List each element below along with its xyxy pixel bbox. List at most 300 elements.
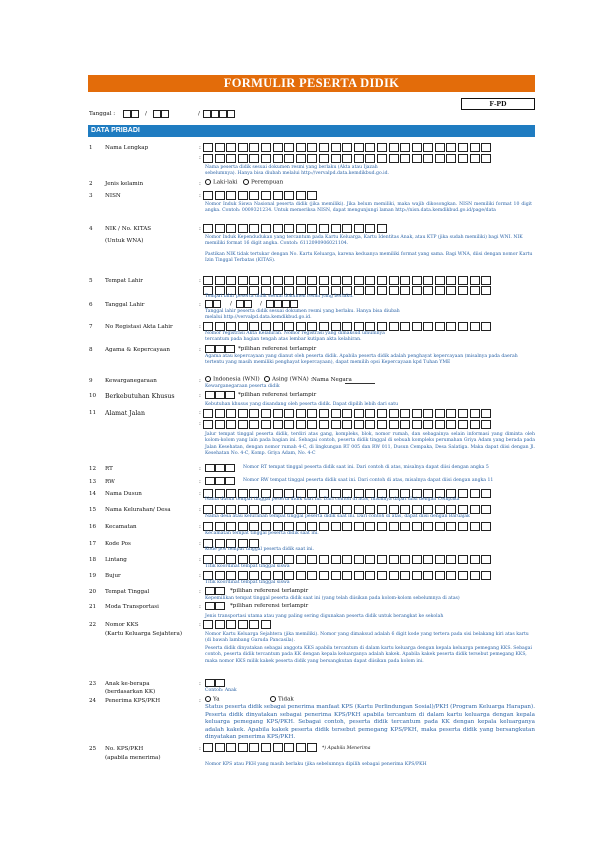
input-box[interactable] [412, 143, 422, 152]
input-box[interactable] [238, 322, 248, 331]
input-box[interactable] [400, 522, 410, 531]
input-box[interactable] [249, 555, 259, 564]
input-box[interactable] [307, 322, 317, 331]
input-box[interactable] [307, 743, 317, 752]
input-box[interactable] [423, 555, 433, 564]
input-box[interactable] [481, 286, 491, 295]
input-box[interactable] [225, 464, 235, 472]
input-box[interactable] [319, 143, 329, 152]
input-box[interactable] [215, 420, 225, 429]
input-box[interactable] [377, 409, 387, 418]
input-box[interactable] [284, 571, 294, 580]
input-box[interactable] [261, 154, 271, 163]
input-box[interactable] [238, 409, 248, 418]
input-box[interactable] [215, 587, 225, 595]
input-box[interactable] [354, 555, 364, 564]
input-box[interactable] [161, 110, 169, 118]
input-box[interactable] [153, 110, 161, 118]
input-box[interactable] [203, 409, 213, 418]
input-box[interactable] [319, 555, 329, 564]
input-box[interactable] [290, 300, 298, 308]
input-box[interactable] [412, 154, 422, 163]
input-box[interactable] [215, 409, 225, 418]
tgl-lahir-day[interactable] [205, 300, 221, 308]
input-box[interactable] [365, 522, 375, 531]
input-box[interactable] [365, 286, 375, 295]
input-box[interactable] [481, 522, 491, 531]
input-box[interactable] [226, 522, 236, 531]
input-box[interactable] [203, 191, 213, 200]
input-box[interactable] [342, 555, 352, 564]
input-box[interactable] [226, 143, 236, 152]
input-box[interactable] [205, 602, 215, 610]
input-box[interactable] [296, 505, 306, 514]
input-box[interactable] [389, 286, 399, 295]
input-box[interactable] [400, 571, 410, 580]
input-box[interactable] [284, 409, 294, 418]
input-box[interactable] [319, 224, 329, 233]
input-box[interactable] [400, 276, 410, 285]
input-box[interactable] [446, 409, 456, 418]
input-box[interactable] [481, 409, 491, 418]
input-box[interactable] [249, 505, 259, 514]
tempat-lahir-input-1[interactable] [203, 276, 493, 285]
input-box[interactable] [446, 420, 456, 429]
input-box[interactable] [226, 555, 236, 564]
input-box[interactable] [215, 276, 225, 285]
input-box[interactable] [435, 522, 445, 531]
input-box[interactable] [458, 276, 468, 285]
input-box[interactable] [273, 555, 283, 564]
input-box[interactable] [319, 322, 329, 331]
input-box[interactable] [400, 154, 410, 163]
input-box[interactable] [215, 143, 225, 152]
radio-wna[interactable] [264, 376, 312, 383]
input-box[interactable] [446, 522, 456, 531]
input-box[interactable] [219, 110, 227, 118]
input-box[interactable] [435, 555, 445, 564]
input-box[interactable] [319, 505, 329, 514]
input-box[interactable] [249, 522, 259, 531]
input-box[interactable] [354, 143, 364, 152]
input-box[interactable] [377, 420, 387, 429]
input-box[interactable] [342, 154, 352, 163]
input-box[interactable] [412, 522, 422, 531]
input-box[interactable] [365, 224, 375, 233]
input-box[interactable] [446, 505, 456, 514]
input-box[interactable] [226, 224, 236, 233]
input-box[interactable] [412, 555, 422, 564]
tempat-tinggal-input[interactable] [205, 587, 225, 595]
input-box[interactable] [266, 300, 274, 308]
input-box[interactable] [307, 555, 317, 564]
input-box[interactable] [470, 276, 480, 285]
input-box[interactable] [273, 143, 283, 152]
input-box[interactable] [215, 154, 225, 163]
input-box[interactable] [273, 276, 283, 285]
input-box[interactable] [481, 276, 491, 285]
input-box[interactable] [203, 505, 213, 514]
input-box[interactable] [307, 154, 317, 163]
input-box[interactable] [342, 505, 352, 514]
input-box[interactable] [423, 409, 433, 418]
input-box[interactable] [249, 420, 259, 429]
input-box[interactable] [238, 571, 248, 580]
input-box[interactable] [354, 154, 364, 163]
input-box[interactable] [481, 143, 491, 152]
input-box[interactable] [319, 409, 329, 418]
input-box[interactable] [123, 110, 131, 118]
input-box[interactable] [273, 743, 283, 752]
input-box[interactable] [284, 522, 294, 531]
input-box[interactable] [273, 154, 283, 163]
input-box[interactable] [307, 505, 317, 514]
input-box[interactable] [284, 743, 294, 752]
input-box[interactable] [227, 110, 235, 118]
input-box[interactable] [226, 409, 236, 418]
input-box[interactable] [226, 191, 236, 200]
input-box[interactable] [205, 464, 215, 472]
input-box[interactable] [131, 110, 139, 118]
input-box[interactable] [470, 286, 480, 295]
input-box[interactable] [423, 286, 433, 295]
berkebutuhan-input[interactable] [205, 391, 235, 399]
date-year-boxes[interactable] [203, 110, 235, 118]
input-box[interactable] [273, 571, 283, 580]
lintang-input[interactable] [203, 555, 493, 564]
input-box[interactable] [296, 420, 306, 429]
input-box[interactable] [215, 505, 225, 514]
input-box[interactable] [446, 154, 456, 163]
input-box[interactable] [354, 420, 364, 429]
input-box[interactable] [458, 286, 468, 295]
input-box[interactable] [226, 505, 236, 514]
input-box[interactable] [215, 522, 225, 531]
input-box[interactable] [365, 322, 375, 331]
input-box[interactable] [284, 224, 294, 233]
input-box[interactable] [342, 276, 352, 285]
input-box[interactable] [226, 154, 236, 163]
input-box[interactable] [261, 191, 271, 200]
nisn-input[interactable] [203, 191, 319, 200]
input-box[interactable] [470, 409, 480, 418]
input-box[interactable] [319, 420, 329, 429]
kecamatan-input[interactable] [203, 522, 493, 531]
input-box[interactable] [342, 224, 352, 233]
kelurahan-input[interactable] [203, 505, 493, 514]
input-box[interactable] [284, 420, 294, 429]
input-box[interactable] [342, 571, 352, 580]
input-box[interactable] [238, 154, 248, 163]
input-box[interactable] [238, 620, 248, 629]
input-box[interactable] [284, 322, 294, 331]
input-box[interactable] [481, 420, 491, 429]
input-box[interactable] [296, 154, 306, 163]
nik-input[interactable] [203, 224, 389, 233]
input-box[interactable] [261, 276, 271, 285]
input-box[interactable] [365, 555, 375, 564]
input-box[interactable] [435, 322, 445, 331]
input-box[interactable] [354, 276, 364, 285]
input-box[interactable] [215, 620, 225, 629]
input-box[interactable] [238, 143, 248, 152]
radio-wni[interactable] [205, 376, 260, 383]
input-box[interactable] [423, 505, 433, 514]
input-box[interactable] [435, 143, 445, 152]
input-box[interactable] [296, 322, 306, 331]
input-box[interactable] [225, 345, 235, 353]
input-box[interactable] [331, 555, 341, 564]
input-box[interactable] [261, 571, 271, 580]
input-box[interactable] [377, 322, 387, 331]
input-box[interactable] [377, 505, 387, 514]
input-box[interactable] [205, 477, 215, 485]
input-box[interactable] [296, 191, 306, 200]
input-box[interactable] [377, 286, 387, 295]
input-box[interactable] [331, 143, 341, 152]
input-box[interactable] [203, 522, 213, 531]
input-box[interactable] [446, 322, 456, 331]
input-box[interactable] [377, 555, 387, 564]
input-box[interactable] [261, 224, 271, 233]
input-box[interactable] [354, 522, 364, 531]
input-box[interactable] [389, 420, 399, 429]
input-box[interactable] [435, 420, 445, 429]
input-box[interactable] [296, 276, 306, 285]
input-box[interactable] [296, 571, 306, 580]
input-box[interactable] [423, 154, 433, 163]
input-box[interactable] [238, 224, 248, 233]
input-box[interactable] [215, 743, 225, 752]
input-box[interactable] [203, 555, 213, 564]
transportasi-input[interactable] [205, 602, 225, 610]
input-box[interactable] [423, 276, 433, 285]
input-box[interactable] [273, 420, 283, 429]
input-box[interactable] [412, 276, 422, 285]
input-box[interactable] [400, 409, 410, 418]
input-box[interactable] [211, 110, 219, 118]
input-box[interactable] [226, 276, 236, 285]
input-box[interactable] [481, 555, 491, 564]
input-box[interactable] [296, 522, 306, 531]
input-box[interactable] [249, 154, 259, 163]
input-box[interactable] [412, 409, 422, 418]
input-box[interactable] [458, 522, 468, 531]
input-box[interactable] [226, 420, 236, 429]
input-box[interactable] [331, 571, 341, 580]
input-box[interactable] [236, 300, 244, 308]
input-box[interactable] [470, 505, 480, 514]
input-box[interactable] [389, 505, 399, 514]
input-box[interactable] [307, 571, 317, 580]
input-box[interactable] [203, 276, 213, 285]
input-box[interactable] [365, 276, 375, 285]
input-box[interactable] [284, 555, 294, 564]
input-box[interactable] [470, 571, 480, 580]
input-box[interactable] [470, 489, 480, 498]
input-box[interactable] [261, 555, 271, 564]
input-box[interactable] [282, 300, 290, 308]
input-box[interactable] [377, 143, 387, 152]
input-box[interactable] [215, 345, 225, 353]
input-box[interactable] [284, 505, 294, 514]
input-box[interactable] [435, 505, 445, 514]
input-box[interactable] [307, 409, 317, 418]
input-box[interactable] [319, 571, 329, 580]
input-box[interactable] [307, 224, 317, 233]
input-box[interactable] [261, 420, 271, 429]
date-day-boxes[interactable] [123, 110, 139, 118]
input-box[interactable] [215, 555, 225, 564]
input-box[interactable] [273, 409, 283, 418]
input-box[interactable] [215, 224, 225, 233]
input-box[interactable] [249, 620, 259, 629]
input-box[interactable] [319, 276, 329, 285]
input-box[interactable] [400, 322, 410, 331]
input-box[interactable] [389, 522, 399, 531]
input-box[interactable] [400, 505, 410, 514]
input-box[interactable] [284, 143, 294, 152]
input-box[interactable] [331, 420, 341, 429]
input-box[interactable] [377, 154, 387, 163]
input-box[interactable] [458, 555, 468, 564]
input-box[interactable] [354, 286, 364, 295]
input-box[interactable] [331, 276, 341, 285]
input-box[interactable] [226, 571, 236, 580]
input-box[interactable] [400, 143, 410, 152]
input-box[interactable] [377, 224, 387, 233]
input-box[interactable] [400, 286, 410, 295]
input-box[interactable] [205, 679, 215, 687]
agama-input[interactable] [205, 345, 235, 353]
input-box[interactable] [365, 143, 375, 152]
input-box[interactable] [365, 409, 375, 418]
input-box[interactable] [354, 322, 364, 331]
input-box[interactable] [226, 322, 236, 331]
input-box[interactable] [389, 571, 399, 580]
input-box[interactable] [412, 571, 422, 580]
input-box[interactable] [307, 420, 317, 429]
input-box[interactable] [458, 420, 468, 429]
input-box[interactable] [354, 505, 364, 514]
input-box[interactable] [238, 505, 248, 514]
input-box[interactable] [389, 276, 399, 285]
input-box[interactable] [226, 620, 236, 629]
rt-input[interactable] [205, 464, 235, 472]
input-box[interactable] [215, 571, 225, 580]
input-box[interactable] [296, 743, 306, 752]
input-box[interactable] [215, 191, 225, 200]
input-box[interactable] [446, 276, 456, 285]
input-box[interactable] [274, 300, 282, 308]
input-box[interactable] [446, 286, 456, 295]
input-box[interactable] [205, 300, 213, 308]
input-box[interactable] [238, 743, 248, 752]
input-box[interactable] [249, 743, 259, 752]
input-box[interactable] [249, 276, 259, 285]
input-box[interactable] [331, 505, 341, 514]
input-box[interactable] [273, 505, 283, 514]
input-box[interactable] [377, 571, 387, 580]
input-box[interactable] [203, 224, 213, 233]
bujur-input[interactable] [203, 571, 493, 580]
input-box[interactable] [423, 571, 433, 580]
input-box[interactable] [203, 143, 213, 152]
input-box[interactable] [423, 322, 433, 331]
input-box[interactable] [458, 154, 468, 163]
input-box[interactable] [470, 420, 480, 429]
input-box[interactable] [458, 571, 468, 580]
input-box[interactable] [389, 154, 399, 163]
input-box[interactable] [481, 154, 491, 163]
input-box[interactable] [470, 154, 480, 163]
input-box[interactable] [249, 571, 259, 580]
input-box[interactable] [389, 143, 399, 152]
input-box[interactable] [354, 409, 364, 418]
input-box[interactable] [481, 505, 491, 514]
radio-ya[interactable] [205, 696, 220, 703]
input-box[interactable] [205, 345, 215, 353]
input-box[interactable] [446, 571, 456, 580]
input-box[interactable] [203, 420, 213, 429]
input-box[interactable] [273, 191, 283, 200]
input-box[interactable] [273, 322, 283, 331]
input-box[interactable] [331, 322, 341, 331]
input-box[interactable] [389, 322, 399, 331]
input-box[interactable] [470, 143, 480, 152]
rw-input[interactable] [205, 477, 235, 485]
input-box[interactable] [377, 522, 387, 531]
input-box[interactable] [435, 286, 445, 295]
anak-ke-input[interactable] [205, 679, 225, 687]
input-box[interactable] [365, 571, 375, 580]
alamat-input-1[interactable] [203, 409, 493, 418]
input-box[interactable] [331, 409, 341, 418]
input-box[interactable] [412, 420, 422, 429]
radio-perempuan[interactable] [243, 179, 283, 186]
input-box[interactable] [215, 477, 225, 485]
input-box[interactable] [238, 522, 248, 531]
input-box[interactable] [458, 409, 468, 418]
input-box[interactable] [273, 224, 283, 233]
radio-tidak[interactable] [270, 696, 294, 703]
input-box[interactable] [261, 620, 271, 629]
tgl-lahir-month[interactable] [236, 300, 252, 308]
input-box[interactable] [354, 571, 364, 580]
input-box[interactable] [296, 555, 306, 564]
input-box[interactable] [307, 522, 317, 531]
input-box[interactable] [412, 286, 422, 295]
input-box[interactable] [481, 571, 491, 580]
input-box[interactable] [307, 143, 317, 152]
radio-laki-laki[interactable] [205, 179, 237, 186]
input-box[interactable] [238, 555, 248, 564]
input-box[interactable] [205, 587, 215, 595]
no-kps-input[interactable] [203, 743, 319, 752]
input-box[interactable] [435, 571, 445, 580]
input-box[interactable] [470, 322, 480, 331]
input-box[interactable] [249, 143, 259, 152]
input-box[interactable] [342, 522, 352, 531]
input-box[interactable] [226, 743, 236, 752]
input-box[interactable] [261, 505, 271, 514]
input-box[interactable] [203, 743, 213, 752]
date-month-boxes[interactable] [153, 110, 169, 118]
input-box[interactable] [249, 409, 259, 418]
input-box[interactable] [331, 522, 341, 531]
input-box[interactable] [365, 505, 375, 514]
input-box[interactable] [307, 191, 317, 200]
